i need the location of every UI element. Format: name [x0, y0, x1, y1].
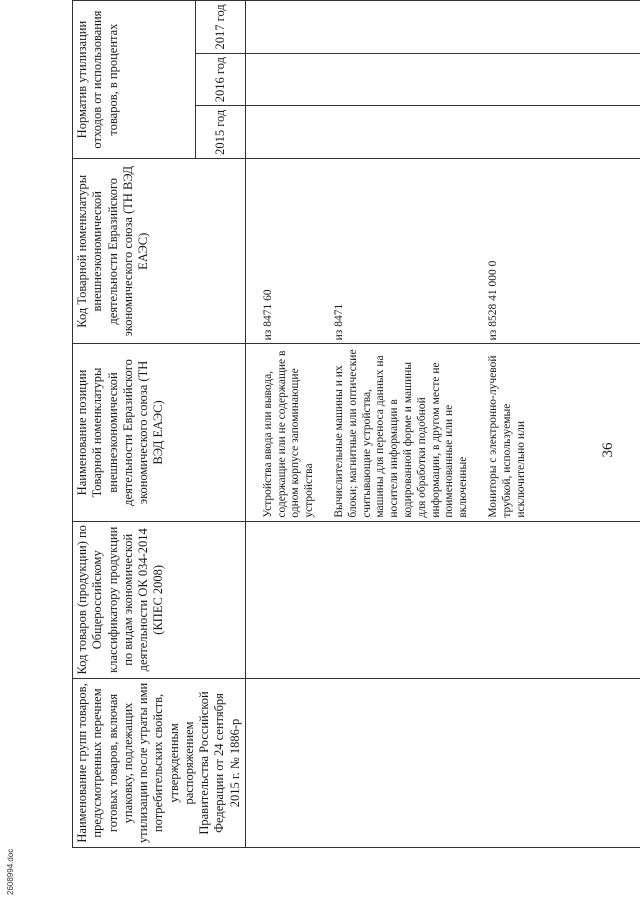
- header-norm: Норматив утилизации отходов от использования товаров, в процентах: [73, 1, 196, 159]
- header-year-2015: 2015 год: [196, 106, 245, 159]
- row-code: из 8471 60: [245, 159, 317, 344]
- header-group-name: Наименование групп товаров, предусмотренных перечнем готовых товаров, включая упаковку, подлежащих утилизации после утраты ими потребительских свойств, утвержденным распоряжением Правительства Российской Федерации от 24 сентября 2015 г. № 1886-р: [73, 678, 246, 847]
- utilization-table: [72, 0, 640, 848]
- row-code: из 8471: [317, 159, 471, 344]
- header-row: [73, 1, 196, 848]
- row-name: Вычислительные машины и их блоки; магнитные или оптические считывающие устройства, машины для переноса данных на носители информации в кодированной форме и машины для обработки подобной информации, в другом месте не поименованные или не включенные: [317, 344, 471, 521]
- header-tnved-name: Наименование позиции Товарной номенклатуры внешнеэкономической деятельности Евразийского экономического союза (ТН ВЭД ЕАЭС): [73, 344, 246, 521]
- header-okpd-code: Код товаров (продукции) по Общероссийскому классификатору продукции по видам экономической деятельности ОК 034-2014 (КПЕС 2008): [73, 521, 246, 678]
- header-year-2016: 2016 год: [196, 53, 245, 106]
- row-code: из 8528 41 000 0: [471, 159, 640, 344]
- page-number: 36: [600, 442, 616, 458]
- table-row: [245, 1, 317, 848]
- row-name: Устройства ввода или вывода, содержащие или не содержащие в одном корпусе запоминающие устройства: [245, 344, 317, 521]
- header-tnved-code: Код Товарной номенклатуры внешнеэкономической деятельности Евразийского экономического союза (ТН ВЭД ЕАЭС): [73, 159, 246, 344]
- table-row: [471, 1, 640, 848]
- header-year-2017: 2017 год: [196, 1, 245, 54]
- table-row: [317, 1, 471, 848]
- document-id: 2608994.doc: [6, 848, 15, 895]
- row-name: Мониторы с электронно-лучевой трубкой, используемые исключительно или: [471, 344, 640, 521]
